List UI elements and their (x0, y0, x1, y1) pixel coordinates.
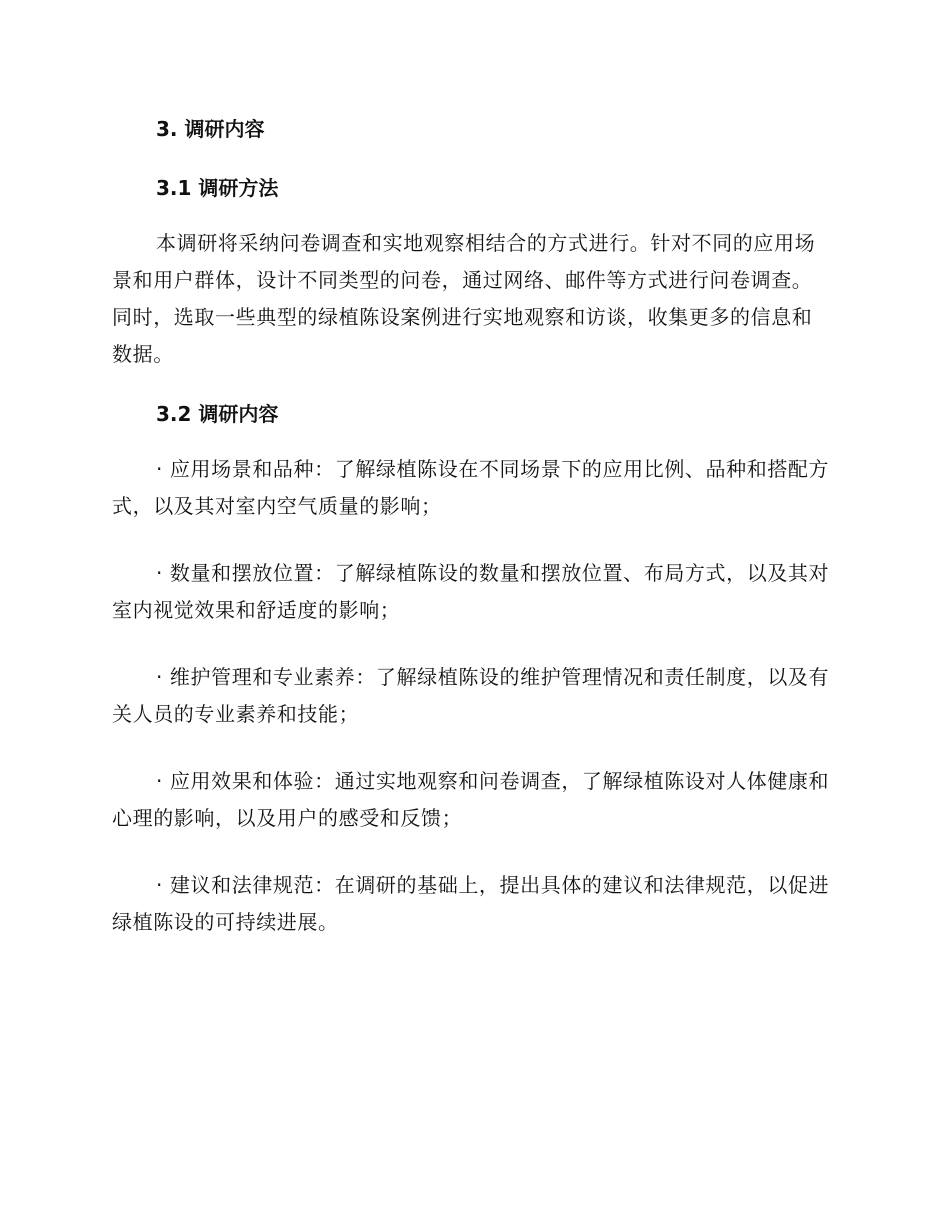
document-content (112, 110, 830, 971)
list-item: · 维护管理和专业素养：了解绿植陈设的维护管理情况和责任制度，以及有关人员的专业素养和技能； (112, 665, 830, 726)
list-item: · 应用场景和品种：了解绿植陈设在不同场景下的应用比例、品种和搭配方式，以及其对室内空气质量的影响； (112, 457, 830, 518)
list-item: · 数量和摆放位置：了解绿植陈设的数量和摆放位置、布局方式，以及其对室内视觉效果和舒适度的影响； (112, 561, 830, 622)
section-title: 3. 调研内容 (156, 117, 265, 141)
content-bullet-list (112, 451, 830, 941)
list-item: · 应用效果和体验：通过实地观察和问卷调查，了解绿植陈设对人体健康和心理的影响，以及用户的感受和反馈； (112, 769, 830, 830)
subsection-title-contents: 3.2 调研内容 (156, 402, 279, 426)
list-item: · 建议和法律规范：在调研的基础上，提出具体的建议和法律规范，以促进绿植陈设的可持续进展。 (112, 873, 830, 934)
methods-paragraph: 本调研将采纳问卷调查和实地观察相结合的方式进行。针对不同的应用场景和用户群体，设计不同类型的问卷，通过网络、邮件等方式进行问卷调查。同时，选取一些典型的绿植陈设案例进行实地观察和访谈，收集更多的信息和数据。 (112, 231, 816, 366)
subsection-title-methods: 3.1 调研方法 (156, 176, 279, 200)
